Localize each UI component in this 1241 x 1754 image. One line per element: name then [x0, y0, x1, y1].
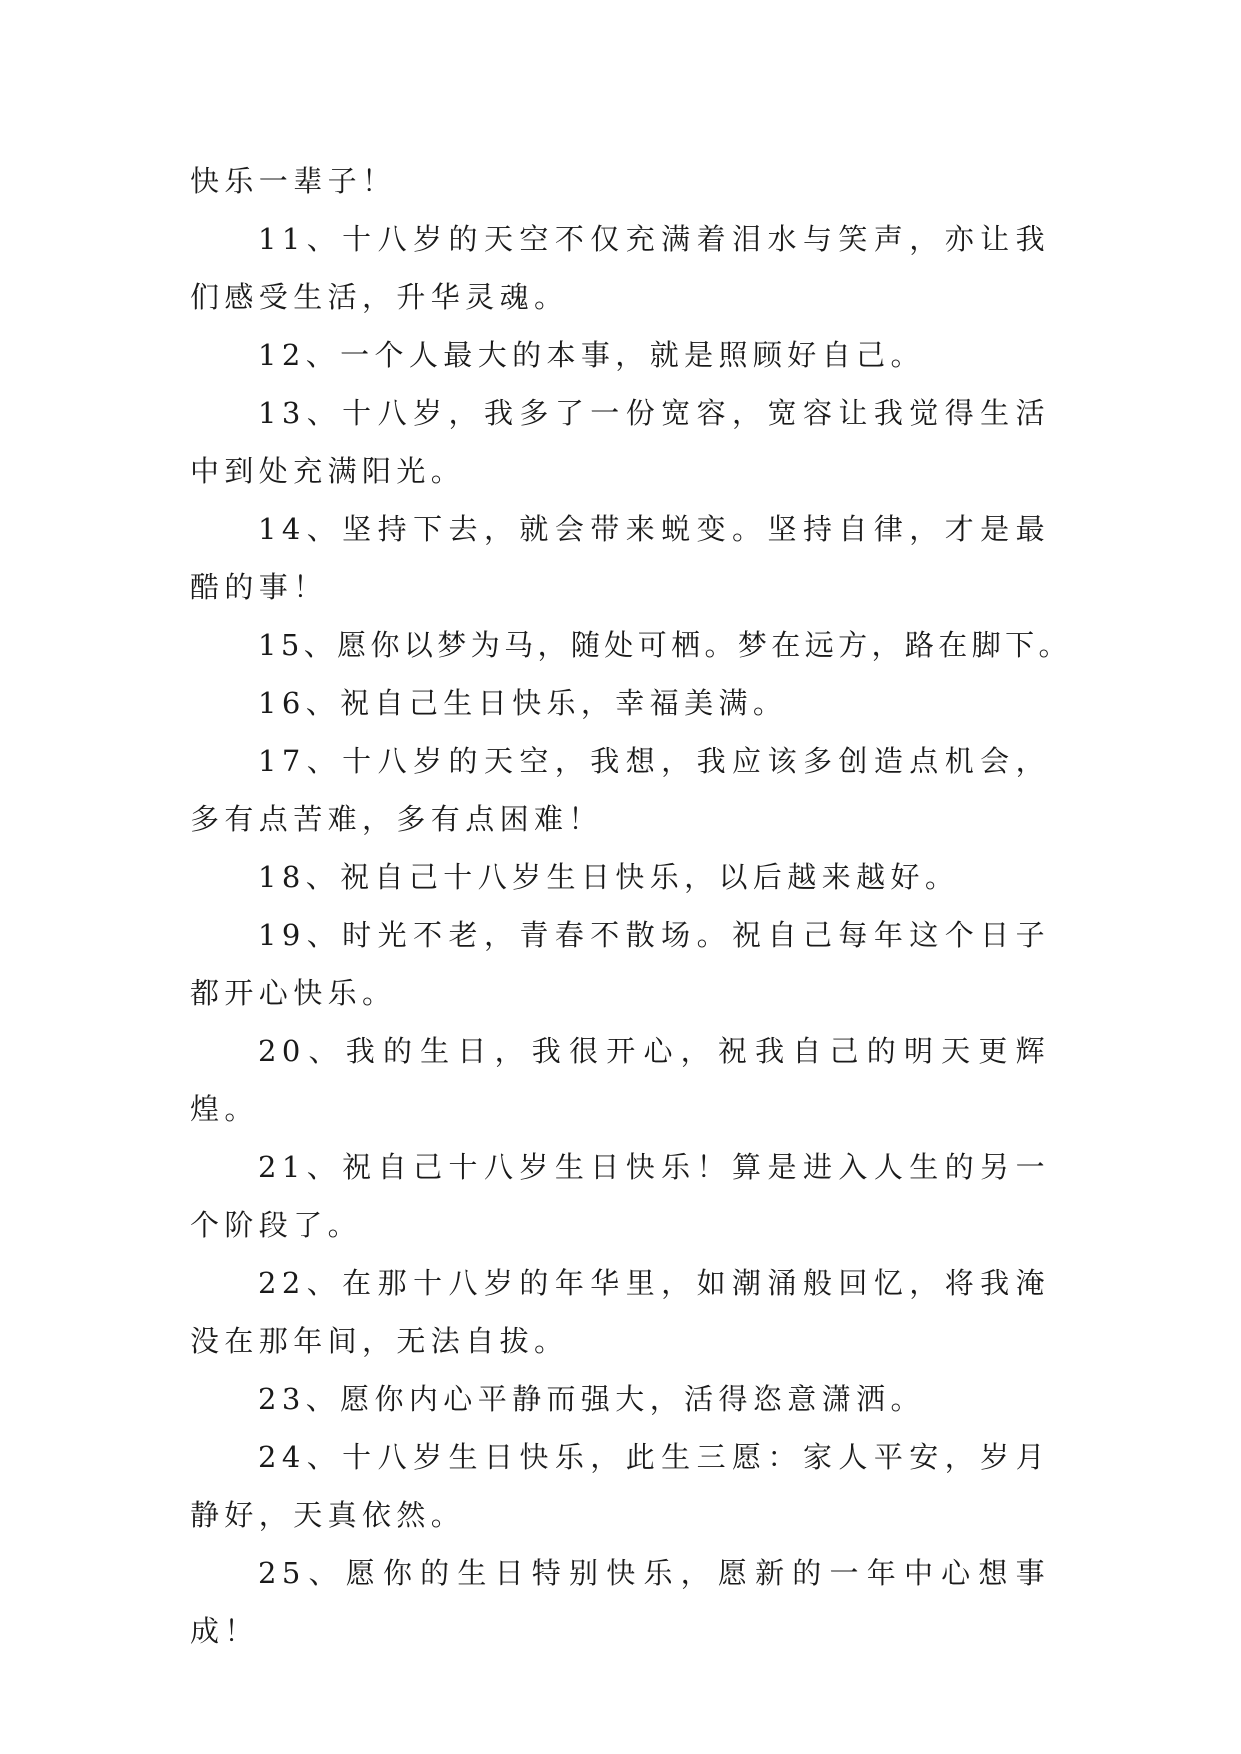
list-item: 12、一个人最大的本事，就是照顾好自己。: [258, 338, 925, 372]
list-item: 22、在那十八岁的年华里，如潮涌般回忆，将我淹没在那年间，无法自拔。: [190, 1266, 1050, 1358]
list-item: 19、时光不老，青春不散场。祝自己每年这个日子都开心快乐。: [190, 918, 1050, 1010]
list-item: 14、坚持下去，就会带来蜕变。坚持自律，才是最酷的事！: [190, 512, 1050, 604]
list-item: 13、十八岁，我多了一份宽容，宽容让我觉得生活中到处充满阳光。: [190, 396, 1050, 488]
list-item: 21、祝自己十八岁生日快乐！算是进入人生的另一个阶段了。: [190, 1150, 1050, 1242]
document-body: [190, 152, 1072, 1660]
list-item: 23、愿你内心平静而强大，活得恣意潇洒。: [258, 1382, 925, 1416]
list-item: 16、祝自己生日快乐，幸福美满。: [258, 686, 788, 720]
list-item: 24、十八岁生日快乐，此生三愿：家人平安，岁月静好，天真依然。: [190, 1440, 1050, 1532]
list-item: 15、愿你以梦为马，随处可栖。梦在远方，路在脚下。: [258, 628, 1072, 662]
list-item: 11、十八岁的天空不仅充满着泪水与笑声，亦让我们感受生活，升华灵魂。: [190, 222, 1050, 314]
list-item: 25、愿你的生日特别快乐，愿新的一年中心想事成！: [190, 1556, 1050, 1648]
list-item: 18、祝自己十八岁生日快乐，以后越来越好。: [258, 860, 960, 894]
list-item: 20、我的生日，我很开心，祝我自己的明天更辉煌。: [190, 1034, 1050, 1126]
list-item: 17、十八岁的天空，我想，我应该多创造点机会，多有点苦难，多有点困难！: [190, 744, 1050, 836]
continuation-paragraph: 快乐一辈子！: [190, 164, 397, 198]
